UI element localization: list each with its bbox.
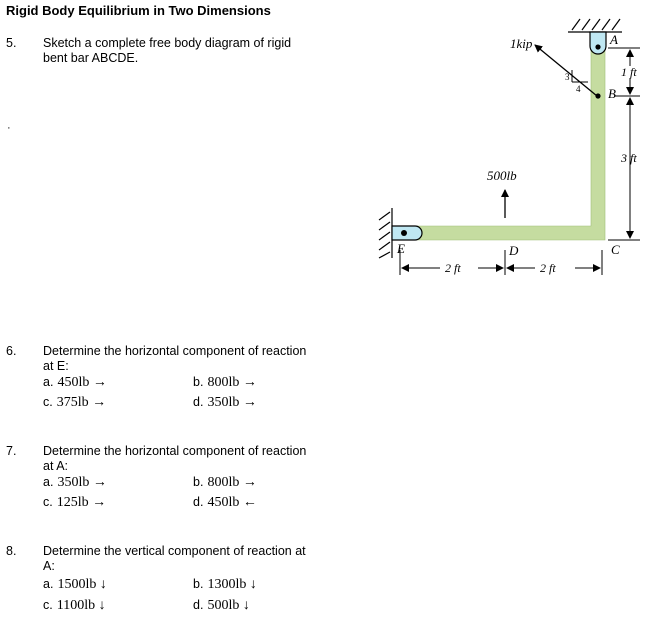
wall-support-hatch	[379, 208, 392, 258]
point-c-label: C	[611, 242, 620, 257]
option-label: b.	[193, 577, 204, 591]
option-label: c.	[43, 395, 53, 409]
question-8-number: 8.	[6, 544, 17, 558]
option-value: 350lb →	[57, 475, 107, 490]
question-7-number: 7.	[6, 444, 17, 458]
slope-run-label: 4	[576, 84, 581, 94]
point-d-label: D	[509, 243, 519, 258]
point-b-label: B	[608, 86, 616, 101]
question-6-line-2: at E:	[43, 359, 69, 373]
option-label: d.	[193, 395, 204, 409]
option-label: b.	[193, 375, 204, 389]
question-5-line-1: Sketch a complete free body diagram of rigid	[43, 36, 292, 50]
slope-triangle	[572, 70, 588, 82]
pin-a-center	[595, 44, 600, 49]
option-label: b.	[193, 475, 204, 489]
option-label: a.	[43, 475, 54, 489]
question-6-number: 6.	[6, 344, 17, 358]
question-7-line-1: Determine the horizontal component of reaction	[43, 444, 307, 458]
option-value: 800lb →	[207, 475, 257, 490]
question-8-line-1: Determine the vertical component of reaction at	[43, 544, 306, 558]
option-label: c.	[43, 598, 53, 612]
option-label: c.	[43, 495, 53, 509]
option-value: 125lb →	[56, 495, 107, 510]
load-500lb-label: 500lb	[487, 168, 517, 183]
force-1kip-arrow	[535, 45, 597, 96]
option-value: 450lb ←	[207, 495, 257, 510]
option-value: 1500lb ↓	[57, 577, 107, 592]
bent-bar	[402, 36, 605, 240]
stray-mark: ·	[7, 122, 11, 134]
option-label: a.	[43, 375, 54, 389]
ceiling-support-hatch	[568, 19, 622, 32]
load-1kip-label: 1kip	[510, 36, 533, 51]
dim-1ft-label: 1 ft	[621, 65, 637, 79]
pin-support-a	[590, 32, 606, 54]
option-value: 800lb →	[207, 375, 257, 390]
dim-3ft-label: 3 ft	[621, 151, 637, 165]
question-7-line-2: at A:	[43, 459, 69, 473]
option-value: 1100lb ↓	[56, 598, 106, 613]
point-a-label: A	[610, 32, 618, 47]
point-b-dot	[595, 93, 600, 98]
question-5-line-2: bent bar ABCDE.	[43, 51, 139, 65]
slope-rise-label: 3	[565, 72, 570, 82]
option-label: d.	[193, 495, 204, 509]
dimension-lines-horizontal	[400, 250, 602, 275]
option-label: d.	[193, 598, 204, 612]
page-title: Rigid Body Equilibrium in Two Dimensions	[6, 3, 271, 18]
option-value: 1300lb ↓	[207, 577, 257, 592]
point-e-label: E	[397, 241, 405, 256]
question-6-line-1: Determine the horizontal component of reaction	[43, 344, 307, 358]
dim-2ft-left-label: 2 ft	[445, 261, 461, 275]
option-value: 350lb →	[207, 395, 257, 410]
option-value: 450lb →	[57, 375, 107, 390]
dim-2ft-right-label: 2 ft	[540, 261, 556, 275]
option-value: 375lb →	[56, 395, 107, 410]
pin-e-center	[401, 230, 407, 236]
option-label: a.	[43, 577, 54, 591]
question-5-number: 5.	[6, 36, 17, 50]
option-value: 500lb ↓	[207, 598, 250, 613]
question-8-line-2: A:	[43, 559, 55, 573]
